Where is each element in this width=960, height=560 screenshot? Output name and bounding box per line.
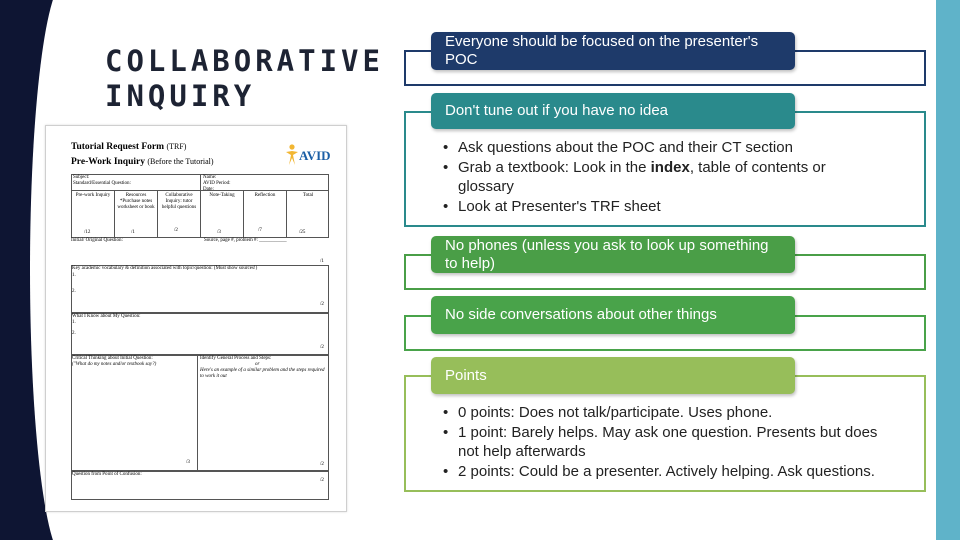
form-col-prework: Pre-work Inquiry [75,193,111,198]
list-item: • Ask questions about the POC and their CT section [443,138,883,158]
form-pts-a: /1 [320,259,324,264]
form-pts-f: /2 [320,478,324,483]
rule-1-header [431,32,795,70]
form-score-6: /25 [299,230,306,235]
rule-4-header [431,296,795,334]
rule-1-text: Everyone should be focused on the presenter's POC [445,33,759,68]
form-critical: Critical Thinking about Initial Question: [72,356,153,361]
form-subject-label: Subject: [73,175,90,180]
form-vocab: Key academic vocabulary & definition associated with topic/question: (Must show sources!) [72,266,258,271]
form-date-label: Date: [203,187,214,192]
form-score-3: /2 [174,228,178,233]
form-subtitle: Pre-Work Inquiry (Before the Tutorial) [71,157,214,167]
form-score-1: /12 [84,230,91,235]
form-pts-e: /2 [320,462,324,467]
rule-2-bullets [443,138,883,216]
form-identify: Identify General Process and Steps: [200,356,272,361]
form-pts-b: /2 [320,302,324,307]
rule-4-text: No side conversations about other things [445,306,717,323]
list-item: • Grab a textbook: Look in the index, table of contents or glossary [443,158,883,197]
list-item: • Look at Presenter's TRF sheet [443,197,883,217]
form-score-4: /3 [217,230,221,235]
right-accent-bar [936,0,960,540]
rule-5-text: Points [445,366,487,384]
trf-form-image [45,125,347,512]
form-col-total: Total [302,193,314,198]
rule-5-header [431,357,795,394]
form-standard-label: Standard/Essential Question: [73,181,131,186]
form-score-2: /1 [131,230,135,235]
form-source: Source, page #, problem #: ___________ [204,238,287,243]
form-or: or [255,362,260,367]
avid-figure-icon [285,144,299,166]
rule-2-header [431,93,795,129]
form-initial-question: Initial/ Original Question: [71,238,123,243]
form-score-5: /7 [258,228,262,233]
form-know: What I Know about My Question: [72,314,141,319]
form-title: Tutorial Request Form (TRF) [71,142,187,152]
rule-3-header [431,236,795,273]
list-item: • 1 point: Barely helps. May ask one question. Presents but does not help afterwards [443,423,883,462]
form-identify-sub: Here's an example of a similar problem and the steps required to work it out [200,368,325,379]
form-vocab-2: 2. [72,289,76,294]
form-know-2: 2. [72,331,76,336]
slide-title-line2: INQUIRY [105,79,256,113]
form-col-collab: Collaborative Inquiry: tutor helpful questions [161,193,197,210]
form-pts-d: /3 [186,460,190,465]
rule-5-bullets [443,403,883,481]
list-item: • 0 points: Does not talk/participate. Uses phone. [443,403,883,423]
form-pts-c: /2 [320,345,324,350]
form-critical-sub: ("What do my notes and/or textbook say?) [72,362,157,367]
form-vocab-1: 1. [72,273,76,278]
rule-3-text: No phones (unless you ask to look up something to help) [445,236,769,272]
list-item: • 2 points: Could be a presenter. Actively helping. Ask questions. [443,462,883,482]
slide-title [105,44,384,114]
form-name-label: Name: [203,175,217,180]
form-confusion: Question from Point of Confusion: [72,472,142,477]
form-know-1: 1. [72,320,76,325]
form-period-label: AVID Period: [203,181,231,186]
form-col-notetaking: Note-Taking [209,193,235,198]
form-col-resources: Resources *Purchase notes worksheet or book [117,193,155,210]
rule-2-text: Don't tune out if you have no idea [445,102,669,119]
slide-title-line1: COLLABORATIVE [105,44,384,78]
form-col-reflection: Reflection [254,193,276,198]
avid-logo: AVID [281,140,329,170]
